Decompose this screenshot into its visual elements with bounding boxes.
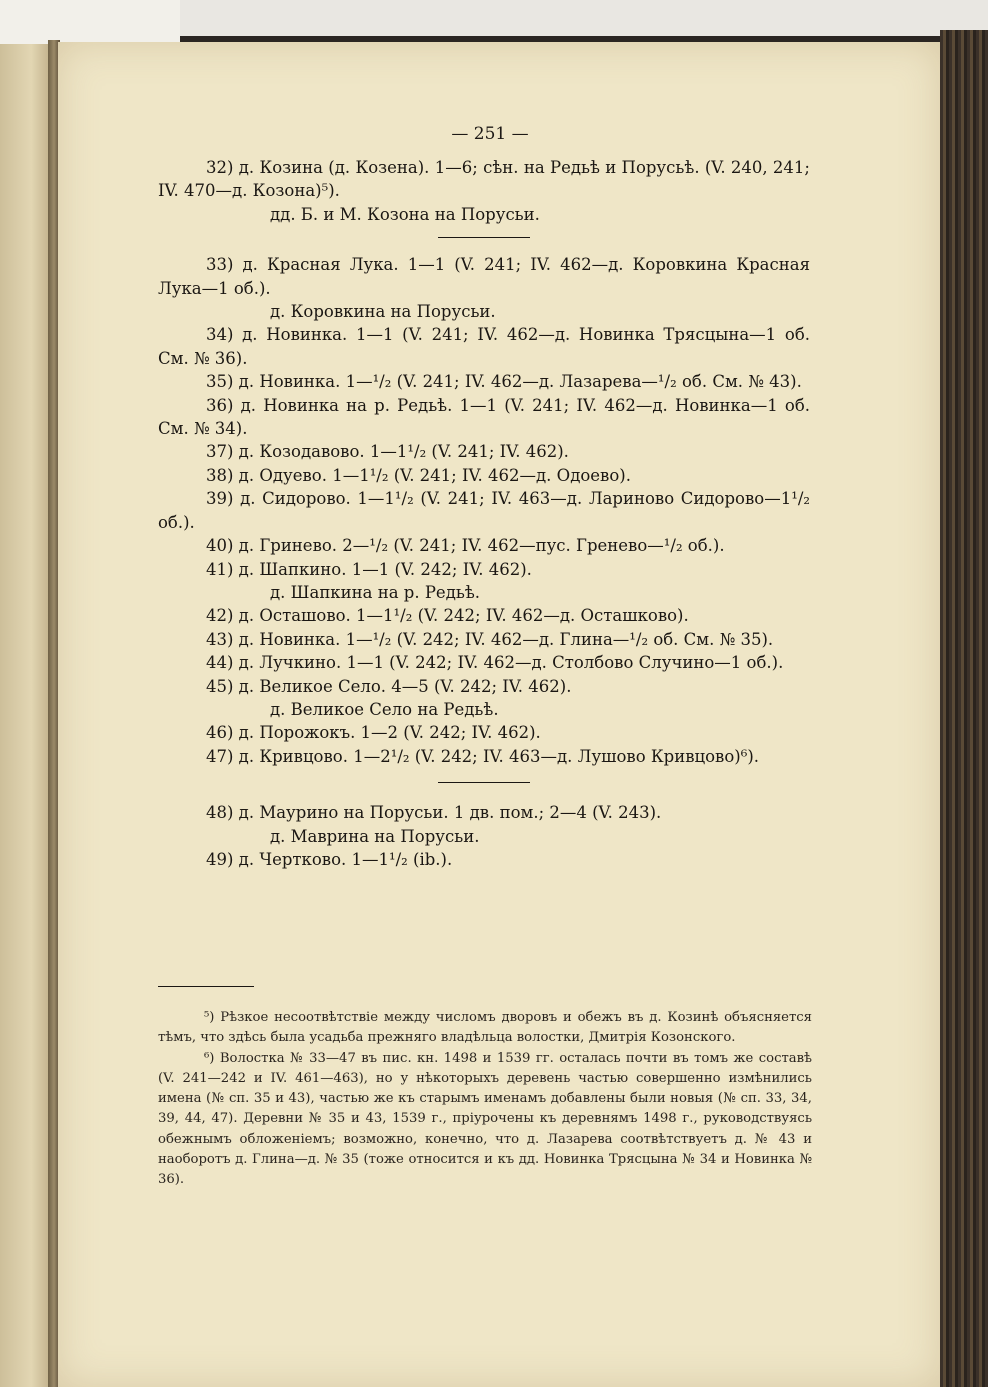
facing-page-edge [0,44,52,1387]
background-top [180,0,988,36]
entry-42: 42) д. Осташово. 1—1¹/₂ (V. 242; IV. 462—д. Осташково). [206,606,689,626]
entry-36: 36) д. Новинка на р. Редьѣ. 1—1 (V. 241; IV. 462—д. Новинка—1 об. См. № 34). [158,395,810,439]
entry-49: 49) д. Чертково. 1—1¹/₂ (ib.). [206,849,453,869]
entry-33-modern-name: д. Коровкина на Порусьи. [270,302,496,322]
entry-48-modern-name: д. Маврина на Порусьи. [270,826,480,846]
entry-43: 43) д. Новинка. 1—¹/₂ (V. 242; IV. 462—д. Глина—¹/₂ об. См. № 35). [206,629,774,649]
entry-37: 37) д. Козодавово. 1—1¹/₂ (V. 241; IV. 462). [206,442,569,462]
entry-47: 47) д. Кривцово. 1—2¹/₂ (V. 242; IV. 463—д. Лушово Кривцово)⁶). [206,746,760,766]
entry-32: 32) д. Козина (д. Козена). 1—6; сѣн. на Редьѣ и Порусьѣ. (V. 240, 241; IV. 470—д. Козона)⁵). [158,158,810,201]
page-body [158,156,810,871]
footnote-rule [158,986,254,987]
entry-33: 33) д. Красная Лука. 1—1 (V. 241; IV. 462—д. Коровкина Красная Лука—1 об.). [158,255,810,298]
footnote-6: ⁶) Волостка № 33—47 въ пис. кн. 1498 и 1539 гг. осталась почти въ томъ же составѣ (V. 241—242 и IV. 461—463), но у нѣкоторыхъ деревень частью совершенно измѣнились имена (№ сп. 35 и 43), частью же къ старымъ именамъ добавлены были новыя (№ сп. 33, 34, 39, 44, 47). Деревни № 35 и 43, 1539 г., пріурочены къ деревнямъ 1498 г., руководствуясь обежнымъ обложеніемъ; возможно, конечно, что д. Лазарева соотвѣтствуетъ д. № 43 и наоборотъ д. Глина—д. № 35 (тоже относится и къ дд. Новинка Трясцына № 34 и Новинка № 36). [158,1050,812,1188]
entry-45-modern-name: д. Великое Село на Редьѣ. [270,699,499,719]
section-divider [438,237,530,238]
entry-40: 40) д. Гринево. 2—¹/₂ (V. 241; IV. 462—пус. Гренево—¹/₂ об.). [206,536,725,556]
page-stack-edge [940,30,988,1387]
entry-34: 34) д. Новинка. 1—1 (V. 241; IV. 462—д. Новинка Трясцына—1 об. См. № 36). [158,325,810,368]
entry-41: 41) д. Шапкино. 1—1 (V. 242; IV. 462). [206,559,532,579]
entry-35: 35) д. Новинка. 1—¹/₂ (V. 241; IV. 462—д. Лазарева—¹/₂ об. См. № 43). [206,372,802,392]
entry-45: 45) д. Великое Село. 4—5 (V. 242; IV. 462). [206,676,572,696]
footnote-5: ⁵) Рѣзкое несоотвѣтствіе между числомъ дворовъ и обежъ въ д. Козинѣ объясняется тѣмъ, что здѣсь была усадьба прежняго владѣльца волостки, Дмитрія Козонского. [158,1010,812,1046]
page-number: — 251 — [451,124,529,144]
entry-46: 46) д. Порожокъ. 1—2 (V. 242; IV. 462). [206,723,541,743]
entry-44: 44) д. Лучкино. 1—1 (V. 242; IV. 462—д. Столбово Случино—1 об.). [206,653,784,673]
footnotes [158,1008,812,1191]
entry-39: 39) д. Сидорово. 1—1¹/₂ (V. 241; IV. 463—д. Лариново Сидорово—1¹/₂ об.). [158,489,810,532]
entry-41-modern-name: д. Шапкина на р. Редьѣ. [270,582,481,602]
entry-32-modern-name: дд. Б. и М. Козона на Порусьи. [270,204,540,224]
section-divider [438,782,530,783]
entry-48: 48) д. Маурино на Порусьи. 1 дв. пом.; 2—4 (V. 243). [206,803,662,823]
entry-38: 38) д. Одуево. 1—1¹/₂ (V. 241; IV. 462—д. Одоево). [206,465,631,485]
background-top-left [0,0,180,44]
